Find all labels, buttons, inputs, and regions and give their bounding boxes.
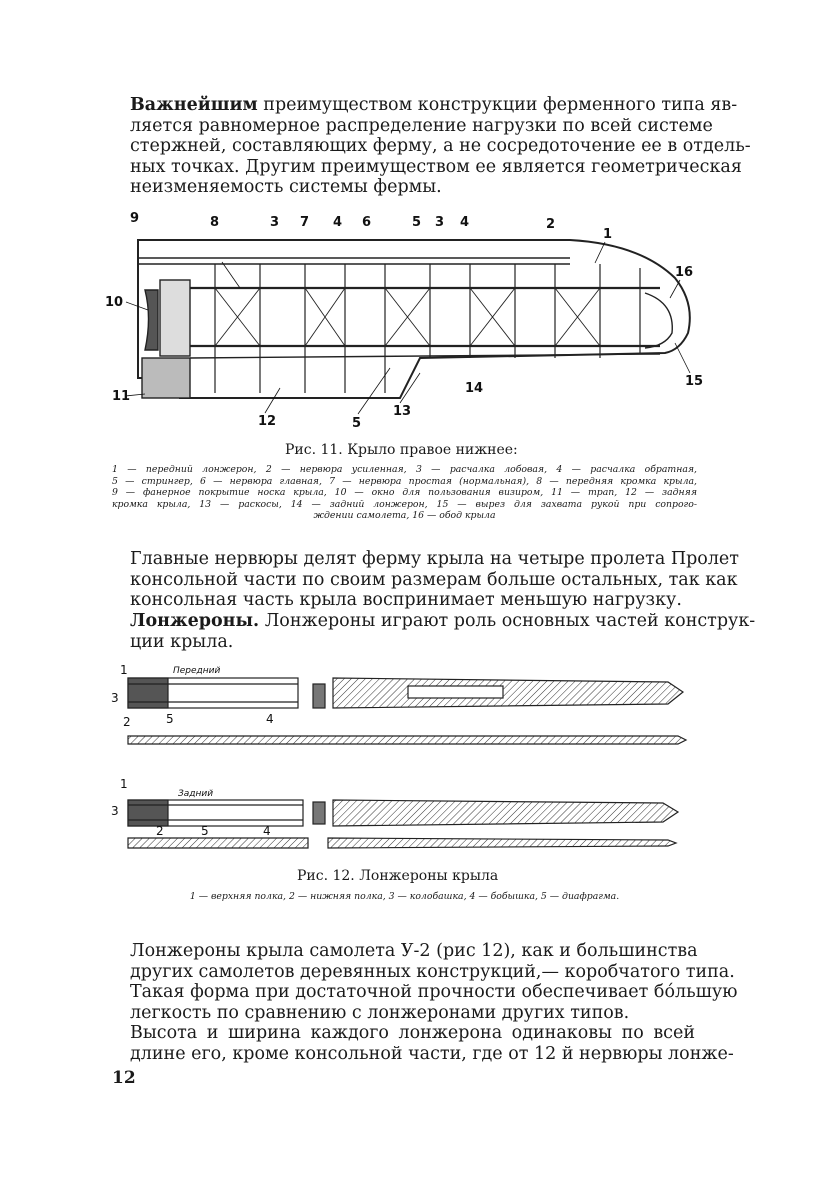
paragraph-2 bbox=[130, 549, 739, 611]
lead-word: Важнейшим bbox=[130, 95, 258, 115]
callout-4b: 4 bbox=[460, 215, 470, 230]
wing-figure bbox=[100, 208, 710, 438]
page-number: 12 bbox=[112, 1068, 136, 1088]
figure-11-legend bbox=[112, 464, 697, 522]
callout-1: 1 bbox=[603, 227, 613, 242]
lower-callout-2: 2 bbox=[156, 824, 164, 838]
callout-15: 15 bbox=[685, 374, 704, 389]
callout-4a: 4 bbox=[333, 215, 343, 230]
paragraph-3 bbox=[130, 611, 756, 652]
callout-10: 10 bbox=[105, 295, 124, 310]
paragraph-3-line-2: ции крыла. bbox=[130, 631, 234, 652]
callout-11: 11 bbox=[112, 389, 131, 404]
paragraph-4 bbox=[130, 941, 738, 1023]
callout-5a: 5 bbox=[412, 215, 422, 230]
paragraph-1-line-2: ляется равномерное распределение нагрузки по всей системе bbox=[130, 115, 713, 136]
legend-11-line-4: кромка крыла, 13 — раскосы, 14 — задний лонжерон, 15 — вырез для захвата рукой при сопрого- bbox=[112, 498, 697, 510]
lower-callout-4: 4 bbox=[263, 824, 271, 838]
upper-callout-3: 3 bbox=[111, 691, 119, 705]
lower-callout-5: 5 bbox=[201, 824, 209, 838]
paragraph-4-line-3: Такая форма при достаточной прочности обеспечивает бо́льшую bbox=[130, 982, 738, 1002]
callout-16: 16 bbox=[675, 265, 694, 280]
legend-12-line-1: 1 — верхняя полка, 2 — нижняя полка, 3 — колобашка, 4 — бобышка, 5 — диафрагма. bbox=[189, 891, 620, 902]
paragraph-5-line-1: Высота и ширина каждого лонжерона одинаковы по всей bbox=[130, 1023, 695, 1043]
callout-14: 14 bbox=[465, 381, 484, 396]
paragraph-1-line-4: ных точках. Другим преимуществом ее является геометрическая bbox=[130, 156, 742, 177]
paragraph-1-line-5: неизменяемость системы фермы. bbox=[130, 177, 442, 197]
upper-callout-1: 1 bbox=[120, 663, 128, 677]
legend-11-line-5: ждении самолета, 16 — обод крыла bbox=[313, 510, 496, 522]
callout-3a: 3 bbox=[270, 215, 280, 230]
callout-3b: 3 bbox=[435, 215, 445, 230]
paragraph-2-line-3: консольная часть крыла воспринимает меньшую нагрузку. bbox=[130, 590, 682, 610]
figure-12-legend bbox=[112, 891, 697, 903]
paragraph-2-line-1: Главные нервюры делят ферму крыла на четыре пролета Пролет bbox=[130, 549, 739, 569]
legend-11-line-2: 5 — стрингер, 6 — нервюра главная, 7 — нервюра простая (нормальная), 8 — передняя кромка крыла, bbox=[112, 475, 697, 487]
callout-7: 7 bbox=[300, 215, 310, 230]
paragraph-1-line-3: стержней, составляющих ферму, а не сосредоточение ее в отдель- bbox=[130, 136, 751, 156]
paragraph-1 bbox=[130, 95, 751, 198]
front-spar-label: Передний bbox=[173, 666, 221, 676]
callout-9: 9 bbox=[130, 211, 140, 226]
paragraph-4-line-1: Лонжероны крыла самолета У-2 (рис 12), как и большинства bbox=[130, 941, 698, 961]
rear-spar-label: Задний bbox=[178, 789, 214, 799]
upper-callout-4: 4 bbox=[266, 712, 274, 726]
section-heading-spars: Лонжероны. bbox=[130, 611, 260, 631]
paragraph-1-line-1: преимуществом конструкции ферменного типа яв- bbox=[263, 95, 738, 115]
upper-callout-5: 5 bbox=[166, 712, 174, 726]
paragraph-2-line-2: консольной части по своим размерам больше остальных, так как bbox=[130, 569, 738, 590]
figure-11-title: Рис. 11. Крыло правое нижнее: bbox=[285, 442, 518, 458]
legend-11-line-1: 1 — передний лонжерон, 2 — нервюра усиленная, 3 — расчалка лобовая, 4 — расчалка обратная, bbox=[112, 464, 697, 475]
callout-8: 8 bbox=[210, 215, 220, 230]
callout-5b: 5 bbox=[352, 416, 362, 431]
lower-callout-3: 3 bbox=[111, 804, 119, 818]
figure-12-title: Рис. 12. Лонжероны крыла bbox=[297, 868, 499, 884]
callout-12: 12 bbox=[258, 414, 277, 429]
paragraph-4-line-2: других самолетов деревянных конструкций,— коробчатого типа. bbox=[130, 961, 735, 982]
upper-callout-2: 2 bbox=[123, 715, 131, 729]
legend-11-line-3: 9 — фанерное покрытие носка крыла, 10 — окно для пользования визиром, 11 — трап, 12 — задняя bbox=[112, 487, 697, 499]
lower-callout-1: 1 bbox=[120, 777, 128, 791]
callout-6: 6 bbox=[362, 215, 372, 230]
paragraph-4-line-4: легкость по сравнению с лонжеронами других типов. bbox=[130, 1002, 630, 1023]
callout-2: 2 bbox=[546, 217, 556, 232]
callout-13: 13 bbox=[393, 404, 412, 419]
paragraph-5 bbox=[130, 1023, 734, 1064]
paragraph-3-line-1: Лонжероны играют роль основных частей конструк- bbox=[264, 611, 756, 631]
paragraph-5-line-2: длине его, кроме консольной части, где от 12 й нервюры лонже- bbox=[130, 1043, 734, 1064]
spars-figure bbox=[108, 660, 693, 860]
